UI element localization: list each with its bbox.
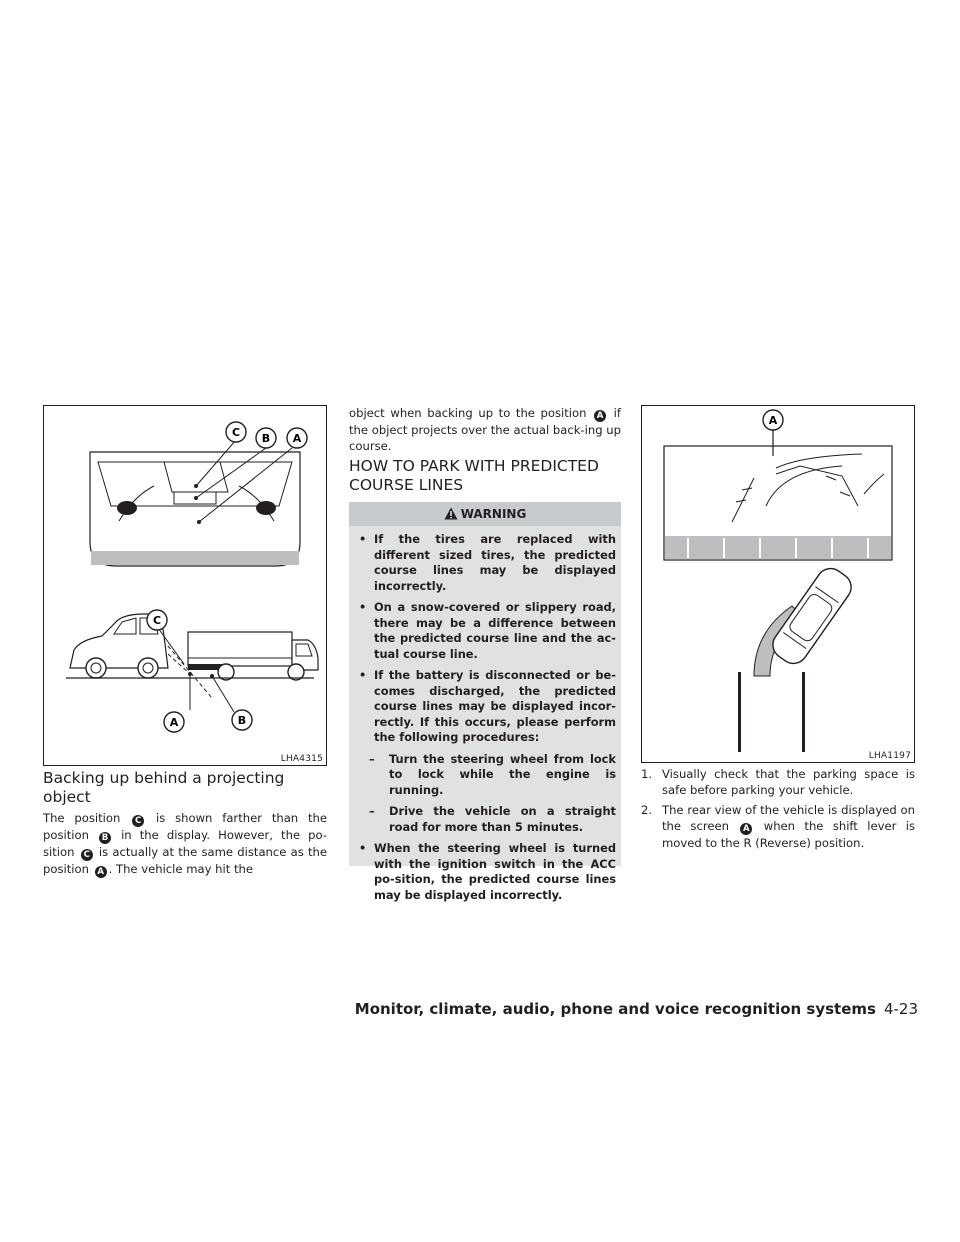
label-b-top: B [261, 432, 271, 445]
warning-item: • On a snow-covered or slippery road, there may be a difference between the predicted course line and the ac-tual course line. [359, 600, 616, 661]
warning-box [349, 502, 621, 902]
warning-heading: WARNING [349, 502, 621, 526]
figure-code: LHA1197 [868, 751, 911, 761]
label-c-bottom: C [152, 614, 162, 627]
illustration-rear-camera-projecting-object [44, 406, 328, 767]
marker-c: C [81, 849, 93, 861]
label-c-top: C [231, 426, 241, 439]
warning-item: • If the battery is disconnected or be-comes discharged, the predicted course lines may be displayed incor-rectly. If this occurs, please perform the following procedures: [359, 668, 616, 744]
marker-a: A [594, 410, 606, 422]
section-title-park-predicted: HOW TO PARK WITH PREDICTED COURSE LINES [349, 457, 599, 494]
parking-steps [641, 766, 915, 855]
label-a-bottom: A [169, 716, 179, 729]
marker-a: A [95, 866, 107, 878]
illustration-parking-predicted-course [642, 406, 916, 764]
label-a-screen: A [768, 414, 778, 427]
marker-c: C [132, 815, 144, 827]
warning-triangle-icon [444, 507, 458, 520]
marker-a: A [740, 823, 752, 835]
warning-item: • When the steering wheel is turned with the ignition switch in the ACC po-sition, the predicted course lines may be displayed incorrectly. [359, 841, 616, 902]
warning-subitem: – Turn the steering wheel from lock to lock while the engine is running. [369, 751, 616, 797]
page-number: 4-23 [883, 1000, 918, 1018]
warning-list [355, 532, 616, 909]
warning-item: • If the tires are replaced with different sized tires, the predicted course lines may be displayed incorrectly. [359, 532, 616, 593]
label-b-bottom: B [237, 714, 247, 727]
page-footer [355, 1000, 918, 1018]
figure-backing-projecting-object [43, 405, 327, 766]
warning-subitem: – Drive the vehicle on a straight road for more than 5 minutes. [369, 804, 616, 834]
step-item: 2. The rear view of the vehicle is displayed on the screen A when the shift lever is moved to the R (Reverse) position. [641, 803, 915, 850]
step-item: 1. Visually check that the parking space is safe before parking your vehicle. [641, 767, 915, 797]
figure-park-predicted-lines [641, 405, 915, 763]
paragraph-backing-continued: object when backing up to the position A if the object projects over the actual back-ing up course. [349, 406, 621, 453]
section-title-backing-projecting: Backing up behind a projecting object [43, 769, 285, 806]
paragraph-backing-projecting: The position C is shown farther than the position B in the display. However, the po-sition C is actually at the same distance as the position A . The vehicle may hit the [43, 811, 328, 877]
footer-chapter-title: Monitor, climate, audio, phone and voice recognition systems [354, 1000, 876, 1018]
marker-b: B [99, 832, 111, 844]
label-a-top: A [292, 432, 302, 445]
figure-code: LHA4315 [280, 754, 323, 764]
